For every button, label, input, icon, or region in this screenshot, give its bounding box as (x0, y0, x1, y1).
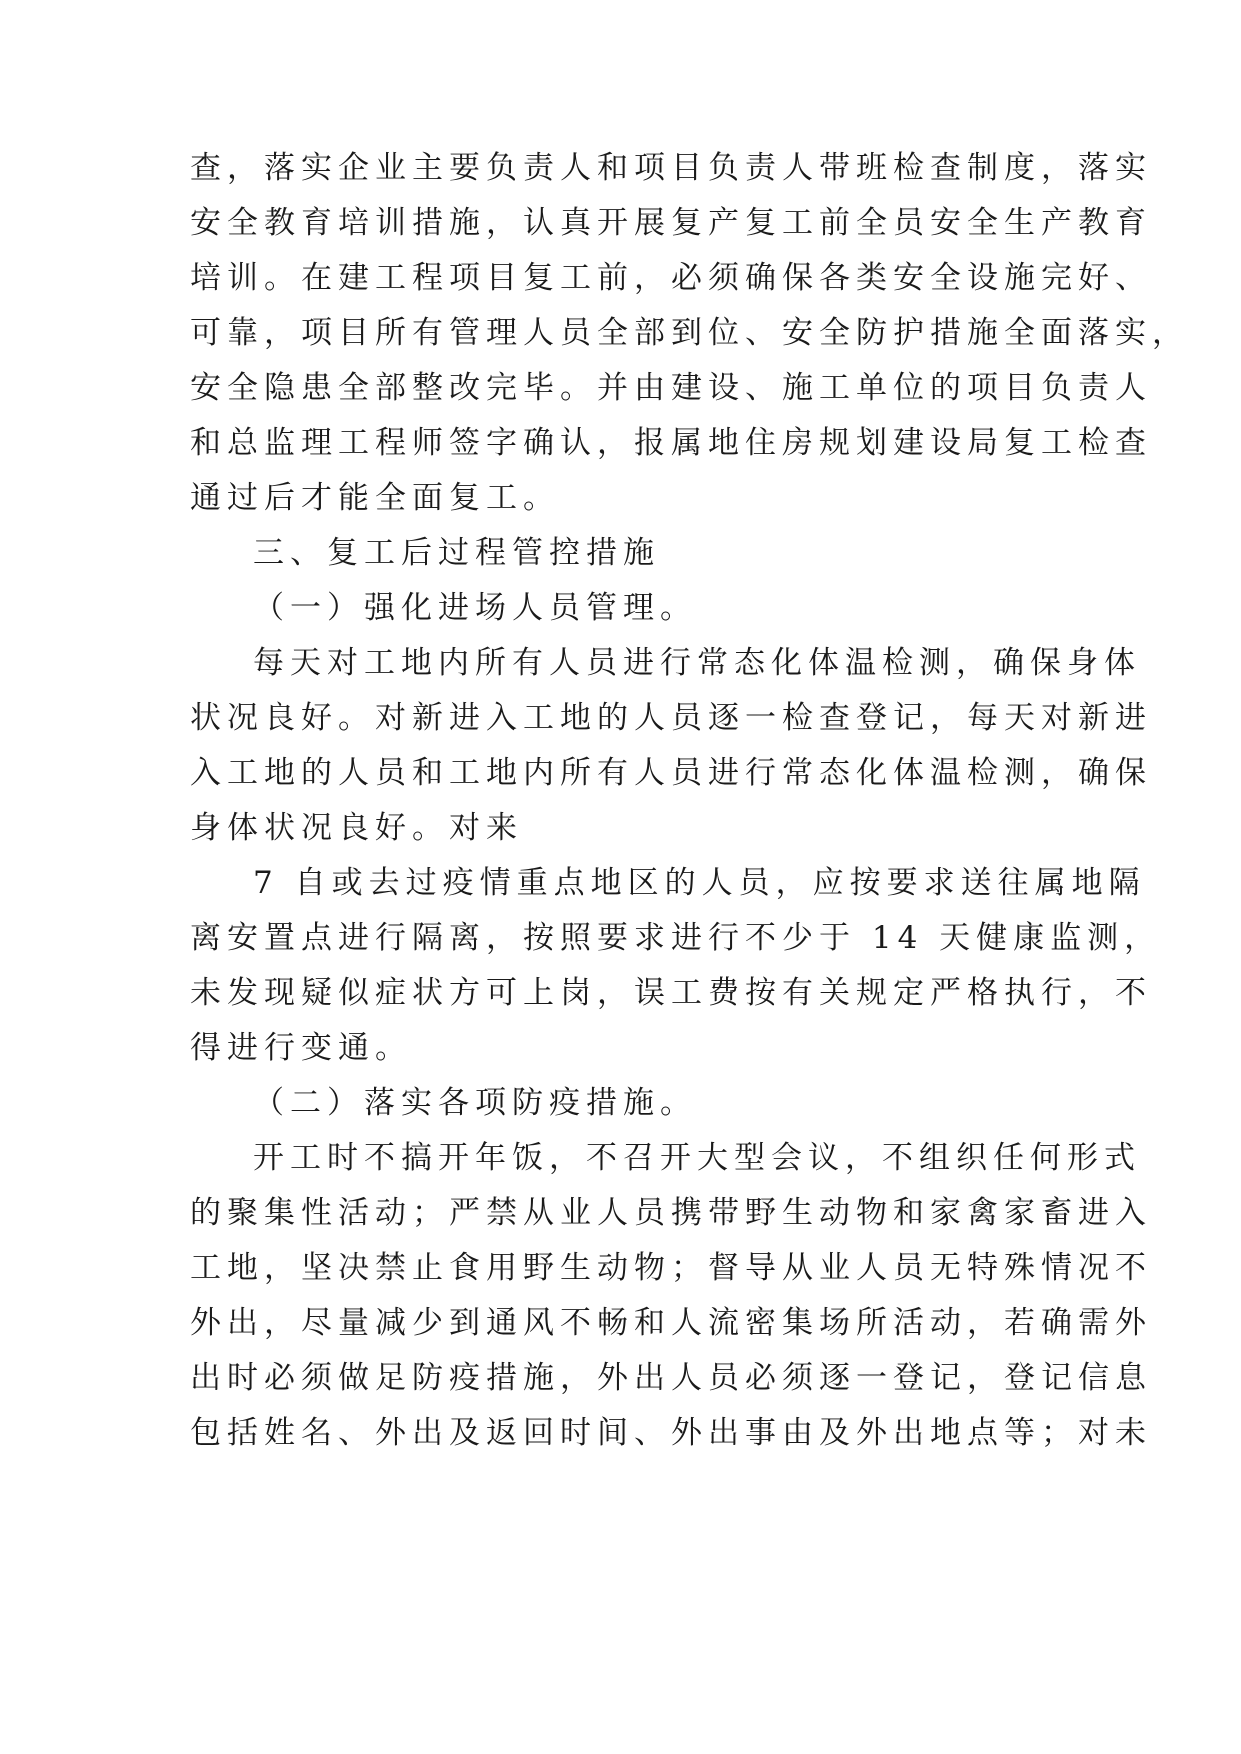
paragraph-line: 得进行变通。 (190, 1030, 412, 1066)
paragraph-line: 每天对工地内所有人员进行常态化体温检测，确保身体 (253, 645, 1141, 681)
paragraph-line: 安全教育培训措施，认真开展复产复工前全员安全生产教育 (190, 205, 1152, 241)
paragraph-line: 可靠，项目所有管理人员全部到位、安全防护措施全面落实， (190, 315, 1189, 351)
section-heading: 三、复工后过程管控措施 (253, 535, 660, 571)
paragraph-line: 7 自或去过疫情重点地区的人员，应按要求送往属地隔 (253, 865, 1146, 901)
paragraph-line: 身体状况良好。对来 (190, 810, 523, 846)
paragraph-line: 和总监理工程师签字确认，报属地住房规划建设局复工检查 (190, 425, 1152, 461)
paragraph-line: 外出，尽量减少到通风不畅和人流密集场所活动，若确需外 (190, 1305, 1152, 1341)
paragraph-line: 离安置点进行隔离，按照要求进行不少于 14 天健康监测， (190, 920, 1162, 956)
paragraph-line: 的聚集性活动；严禁从业人员携带野生动物和家禽家畜进入 (190, 1195, 1152, 1231)
paragraph-line: 安全隐患全部整改完毕。并由建设、施工单位的项目负责人 (190, 370, 1152, 406)
paragraph-line: 包括姓名、外出及返回时间、外出事由及外出地点等；对未 (190, 1415, 1152, 1451)
paragraph-line: 培训。在建工程项目复工前，必须确保各类安全设施完好、 (190, 260, 1152, 296)
paragraph-line: 出时必须做足防疫措施，外出人员必须逐一登记，登记信息 (190, 1360, 1152, 1396)
paragraph-line: 未发现疑似症状方可上岗，误工费按有关规定严格执行，不 (190, 975, 1152, 1011)
paragraph-line: 入工地的人员和工地内所有人员进行常态化体温检测，确保 (190, 755, 1152, 791)
paragraph-line: 开工时不搞开年饭，不召开大型会议，不组织任何形式 (253, 1140, 1141, 1176)
paragraph-line: 状况良好。对新进入工地的人员逐一检查登记，每天对新进 (190, 700, 1152, 736)
subsection-heading: （一）强化进场人员管理。 (253, 590, 697, 626)
paragraph-line: 工地，坚决禁止食用野生动物；督导从业人员无特殊情况不 (190, 1250, 1152, 1286)
paragraph-line: 查，落实企业主要负责人和项目负责人带班检查制度，落实 (190, 150, 1152, 186)
subsection-heading: （二）落实各项防疫措施。 (253, 1085, 697, 1121)
paragraph-line: 通过后才能全面复工。 (190, 480, 560, 516)
